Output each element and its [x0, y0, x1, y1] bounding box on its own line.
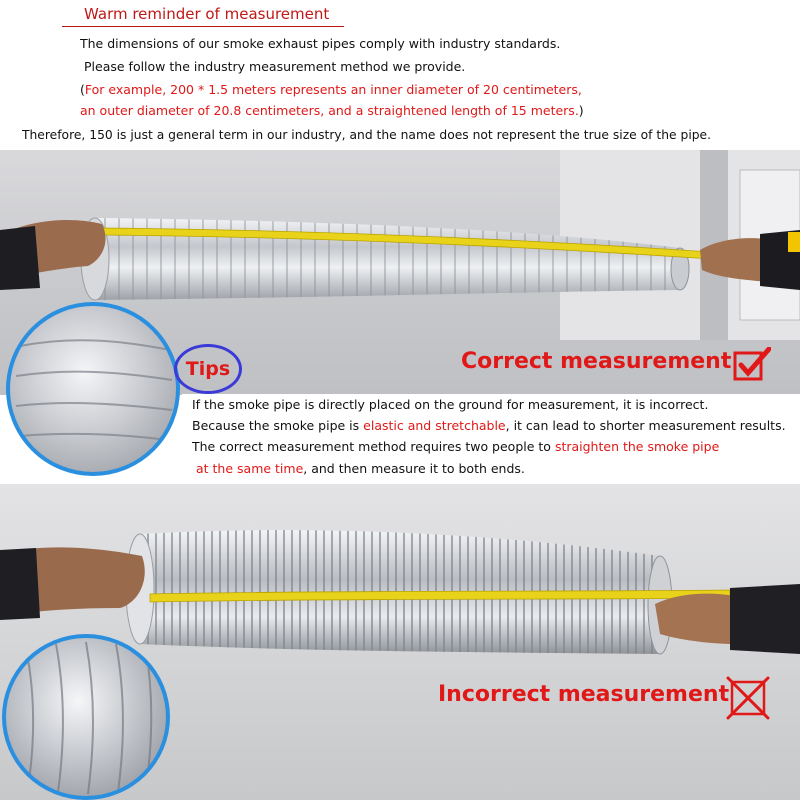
checkmark-box-icon: [733, 347, 765, 379]
tips-label: Tips: [185, 358, 231, 380]
x-box-icon: [726, 676, 770, 720]
example-line-1-text: For example, 200 * 1.5 meters represents an inner diameter of 20 centimeters,: [84, 82, 582, 97]
tips-line-3-red: straighten the smoke pipe: [554, 439, 720, 454]
correct-closeup-texture: [10, 306, 176, 472]
tips-badge: [174, 344, 242, 394]
tips-line-4-red: at the same time: [196, 461, 304, 476]
tips-line-2-a: Because the smoke pipe is: [192, 418, 364, 433]
example-open-paren: (: [80, 82, 85, 97]
tips-line-4: [196, 461, 525, 476]
incorrect-closeup-texture: [6, 638, 166, 796]
example-line-2-text: an outer diameter of 20.8 centimeters, and a straightened length of 15 meters.: [80, 103, 579, 118]
tips-line-2-b: , it can lead to shorter measurement results.: [505, 418, 786, 433]
intro-line-2: Please follow the industry measurement method we provide.: [84, 59, 466, 74]
heading-title: Warm reminder of measurement: [84, 5, 330, 23]
example-line-1: [80, 82, 582, 97]
incorrect-closeup-circle: [2, 634, 170, 800]
tips-line-1: If the smoke pipe is directly placed on the ground for measurement, it is incorrect.: [192, 397, 709, 412]
example-line-2: [80, 103, 584, 118]
tips-line-3: [192, 439, 719, 454]
general-term-note: Therefore, 150 is just a general term in our industry, and the name does not represent the true size of the pipe.: [22, 128, 712, 142]
tips-line-2-red: elastic and stretchable: [363, 418, 506, 433]
tips-line-2: [192, 418, 786, 433]
intro-line-1: The dimensions of our smoke exhaust pipes comply with industry standards.: [80, 36, 561, 51]
heading: [62, 4, 344, 27]
correct-measurement-label: Correct measurement: [461, 349, 732, 374]
tips-line-3-a: The correct measurement method requires two people to: [192, 439, 555, 454]
example-close-paren: ): [578, 103, 584, 118]
tips-line-4-b: , and then measure it to both ends.: [303, 461, 525, 476]
incorrect-measurement-label: Incorrect measurement: [438, 682, 730, 707]
correct-closeup-circle: [6, 302, 180, 476]
